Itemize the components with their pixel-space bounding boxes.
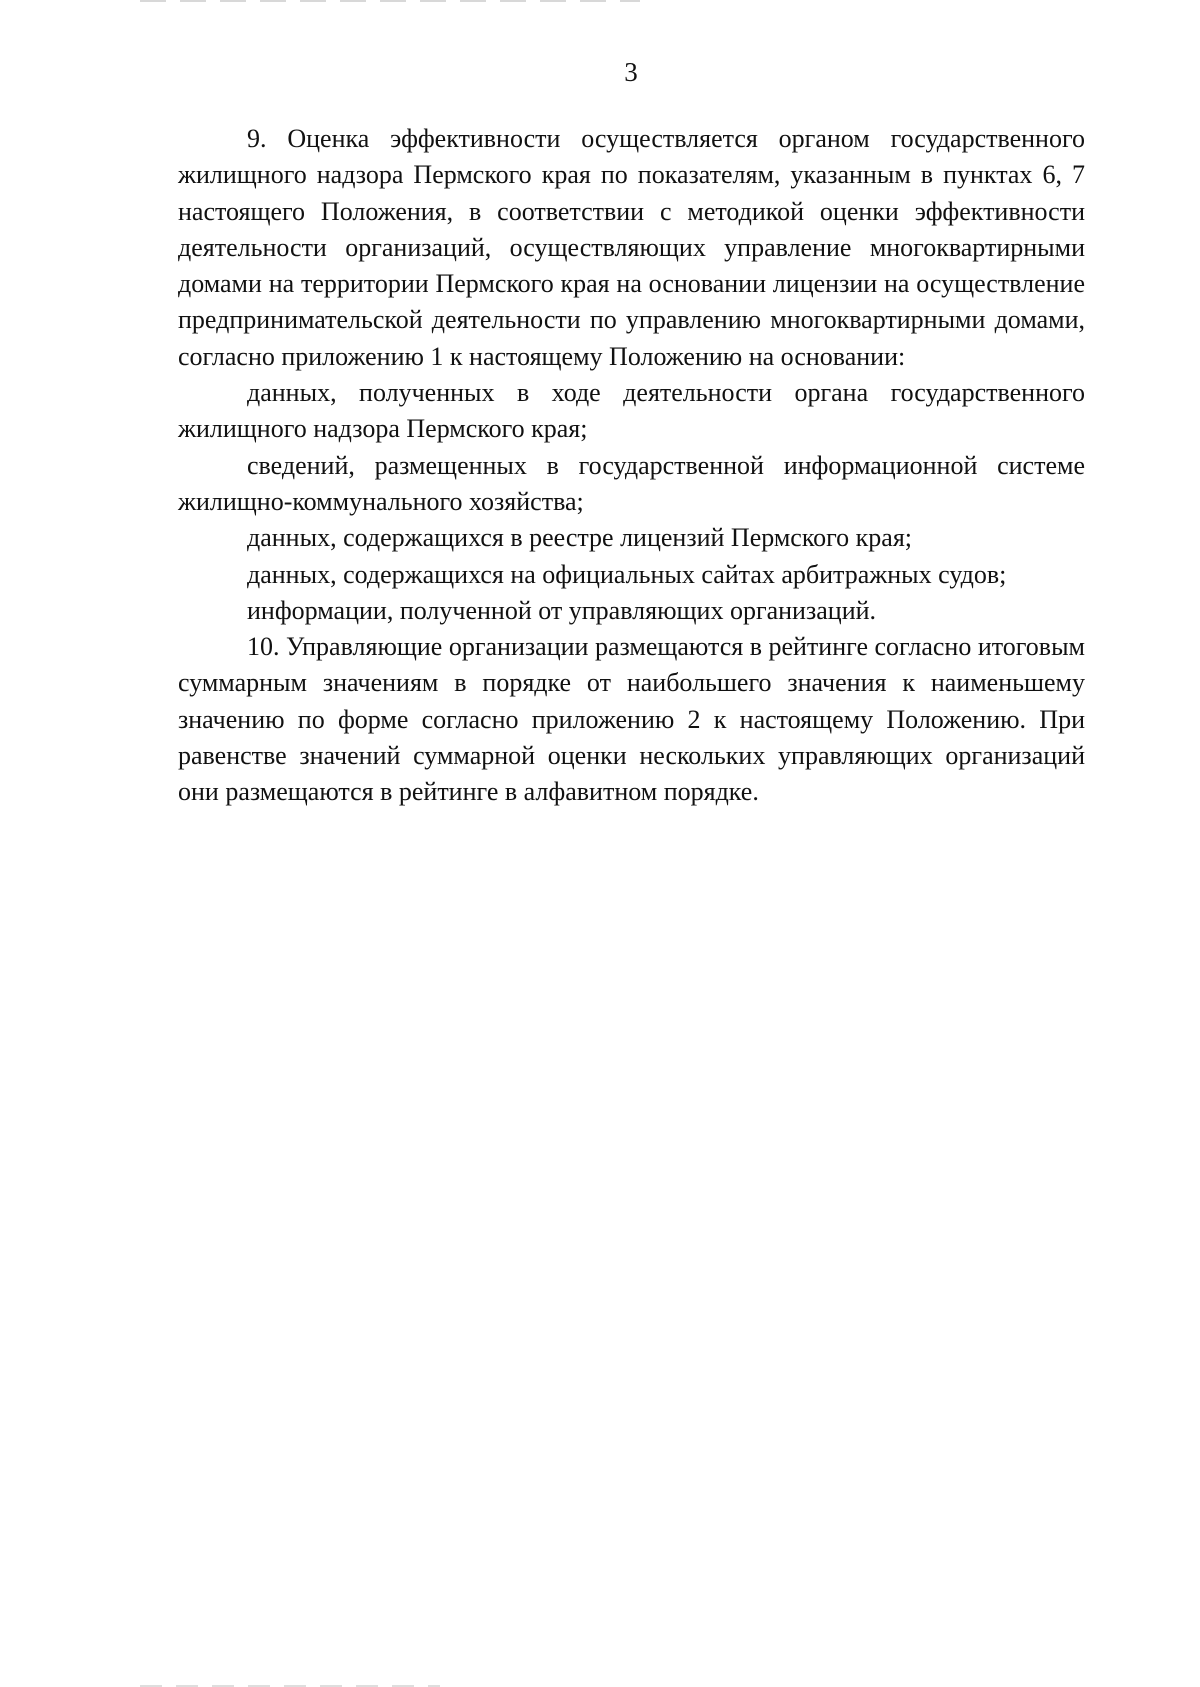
paragraph-9: 9. Оценка эффективности осуществляется органом государственного жилищного надзора Пермского края по показателям, указанным в пунктах 6, 7 настоящего Положения, в соответствии с методикой оценки эффективности деятельности организаций, осуществляющих управление многоквартирными домами на территории Пермского края на основании лицензии на осуществление предпринимательской деятельности по управлению многоквартирными домами, согласно приложению 1 к настоящему Положению на основании: [178,124,1085,371]
list-item-gis-zhkh-info: сведений, размещенных в государственной информационной системе жилищно-коммунального хозяйства; [178,450,1085,516]
list-item-supervision-data: данных, полученных в ходе деятельности органа государственного жилищного надзора Пермского края; [178,378,1085,444]
paragraph-10: 10. Управляющие организации размещаются в рейтинге согласно итоговым суммарным значениям в порядке от наибольшего значения к наименьшему значению по форме согласно приложению 2 к настоящему Положению. При равенстве значений суммарной оценки нескольких управляющих организаций они размещаются в рейтинге в алфавитном порядке. [178,632,1085,807]
document-body [178,121,1085,811]
scan-edge-top [140,0,640,2]
list-item-management-org-info: информации, полученной от управляющих организаций. [247,595,877,625]
list-item-arbitration-courts: данных, содержащихся на официальных сайтах арбитражных судов; [247,559,1007,589]
page-number: 3 [624,57,638,87]
list-item-license-registry: данных, содержащихся в реестре лицензий Пермского края; [247,523,913,553]
